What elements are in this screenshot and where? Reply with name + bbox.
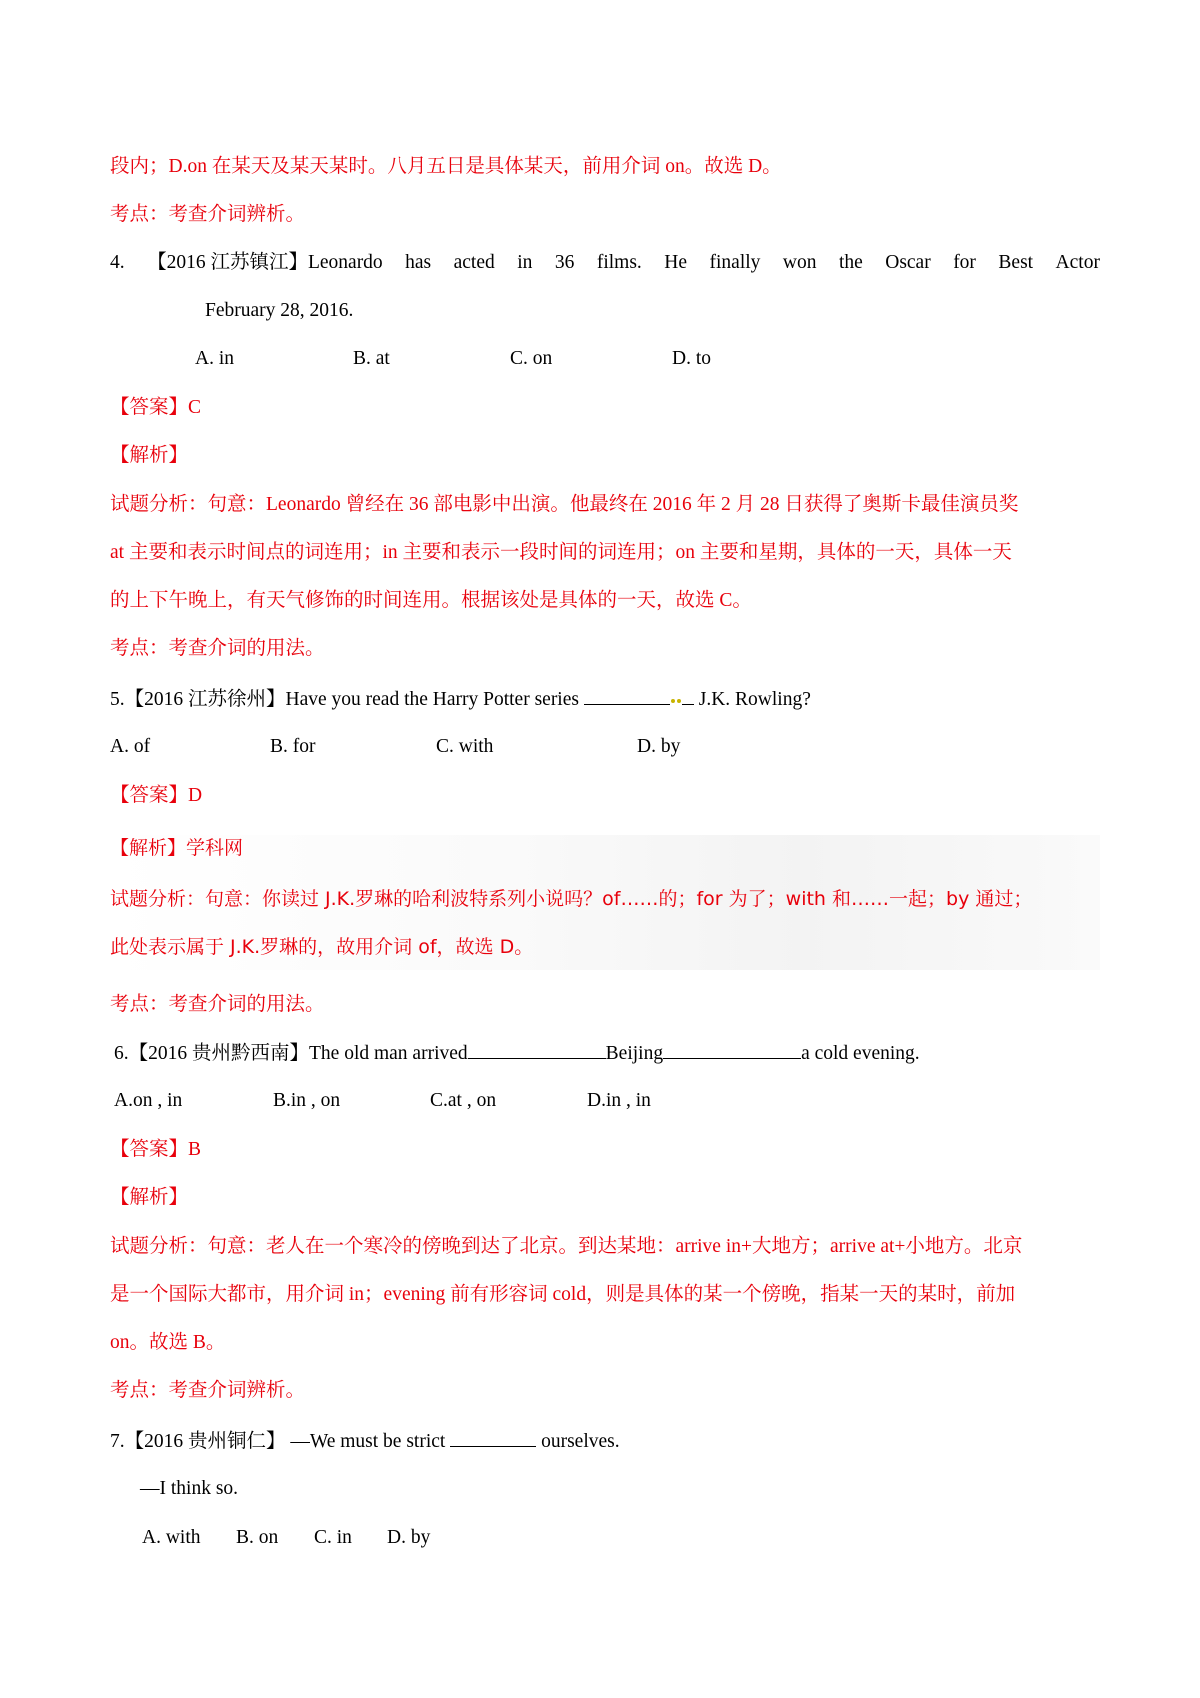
question-7: 7.【2016 贵州铜仁】 —We must be strict ourselves. — [110, 1428, 620, 1455]
analysis-heading: 【解析】 — [110, 1187, 189, 1208]
analysis-line: 的上下午晚上，有天气修饰的时间连用。根据该处是具体的一天，故选 C。 — [110, 590, 752, 611]
option-b: B.in , on — [273, 1090, 341, 1111]
option-a: A.on , in — [114, 1090, 183, 1111]
analysis-line: 此处表示属于 J.K.罗琳的，故用介词 of，故选 D。 — [110, 936, 534, 958]
analysis-line: at 主要和表示时间点的词连用；in 主要和表示一段时间的词连用；on 主要和星期，具体的一天，具体一天 — [110, 542, 1012, 563]
option-d: D. by — [637, 736, 681, 757]
option-b: B. at — [353, 348, 390, 369]
analysis-heading: 【解析】学科网 — [110, 837, 244, 859]
option-d: D. by — [387, 1527, 431, 1548]
marker-dot — [677, 699, 681, 703]
analysis-line: 试题分析：句意：Leonardo 曾经在 36 部电影中出演。他最终在 2016 年 2 月 28 日获得了奥斯卡最佳演员奖 — [110, 494, 1019, 515]
analysis-line: on。故选 B。 — [110, 1332, 226, 1353]
analysis-line: 试题分析：句意：老人在一个寒冷的傍晚到达了北京。到达某地：arrive in+大地方；arrive at+小地方。北京 — [110, 1236, 1023, 1257]
question-6: 6.【2016 贵州黔西南】The old man arrived Beijing a cold evening. — [114, 1040, 920, 1067]
option-d: D.in , in — [587, 1090, 651, 1111]
marker-dot — [671, 699, 675, 703]
question-4: 4. 【2016 江苏镇江】Leonardo has acted in 36 films. He finally won the Oscar for Best Actor — [110, 250, 1100, 276]
analysis-line: 试题分析：句意：你读过 J.K.罗琳的哈利波特系列小说吗？of……的；for 为了；with 和……一起；by 通过； — [110, 888, 1033, 910]
option-c: C. on — [510, 348, 553, 369]
key-point: 考点：考查介词辨析。 — [110, 204, 306, 225]
option-c: C.at , on — [430, 1090, 497, 1111]
answer-blank — [450, 1428, 536, 1447]
question-4-continued: February 28, 2016. — [205, 300, 354, 321]
option-b: B. for — [270, 736, 316, 757]
answer-blank — [468, 1040, 606, 1059]
question-number: 4. — [110, 252, 125, 273]
dialogue-response: —I think so. — [140, 1478, 239, 1499]
analysis-line: 段内；D.on 在某天及某天某时。八月五日是具体某天，前用介词 on。故选 D。 — [110, 156, 782, 177]
analysis-heading: 【解析】 — [110, 445, 189, 466]
key-point: 考点：考查介词的用法。 — [110, 994, 325, 1015]
option-a: A. with — [142, 1527, 201, 1548]
option-d: D. to — [672, 348, 711, 369]
answer-blank — [682, 686, 694, 705]
answer: 【答案】B — [110, 1139, 202, 1160]
question-5: 5.【2016 江苏徐州】Have you read the Harry Potter series J.K. Rowling? — [110, 686, 811, 713]
key-point: 考点：考查介词的用法。 — [110, 638, 325, 659]
answer-blank — [663, 1040, 801, 1059]
answer: 【答案】C — [110, 397, 202, 418]
option-a: A. in — [195, 348, 234, 369]
option-a: A. of — [110, 736, 151, 757]
answer-blank — [584, 686, 670, 705]
option-c: C. with — [436, 736, 494, 757]
option-b: B. on — [236, 1527, 279, 1548]
answer: 【答案】D — [110, 785, 203, 806]
option-c: C. in — [314, 1527, 352, 1548]
key-point: 考点：考查介词辨析。 — [110, 1380, 306, 1401]
analysis-line: 是一个国际大都市，用介词 in；evening 前有形容词 cold，则是具体的某一个傍晚，指某一天的某时，前加 — [110, 1284, 1016, 1305]
